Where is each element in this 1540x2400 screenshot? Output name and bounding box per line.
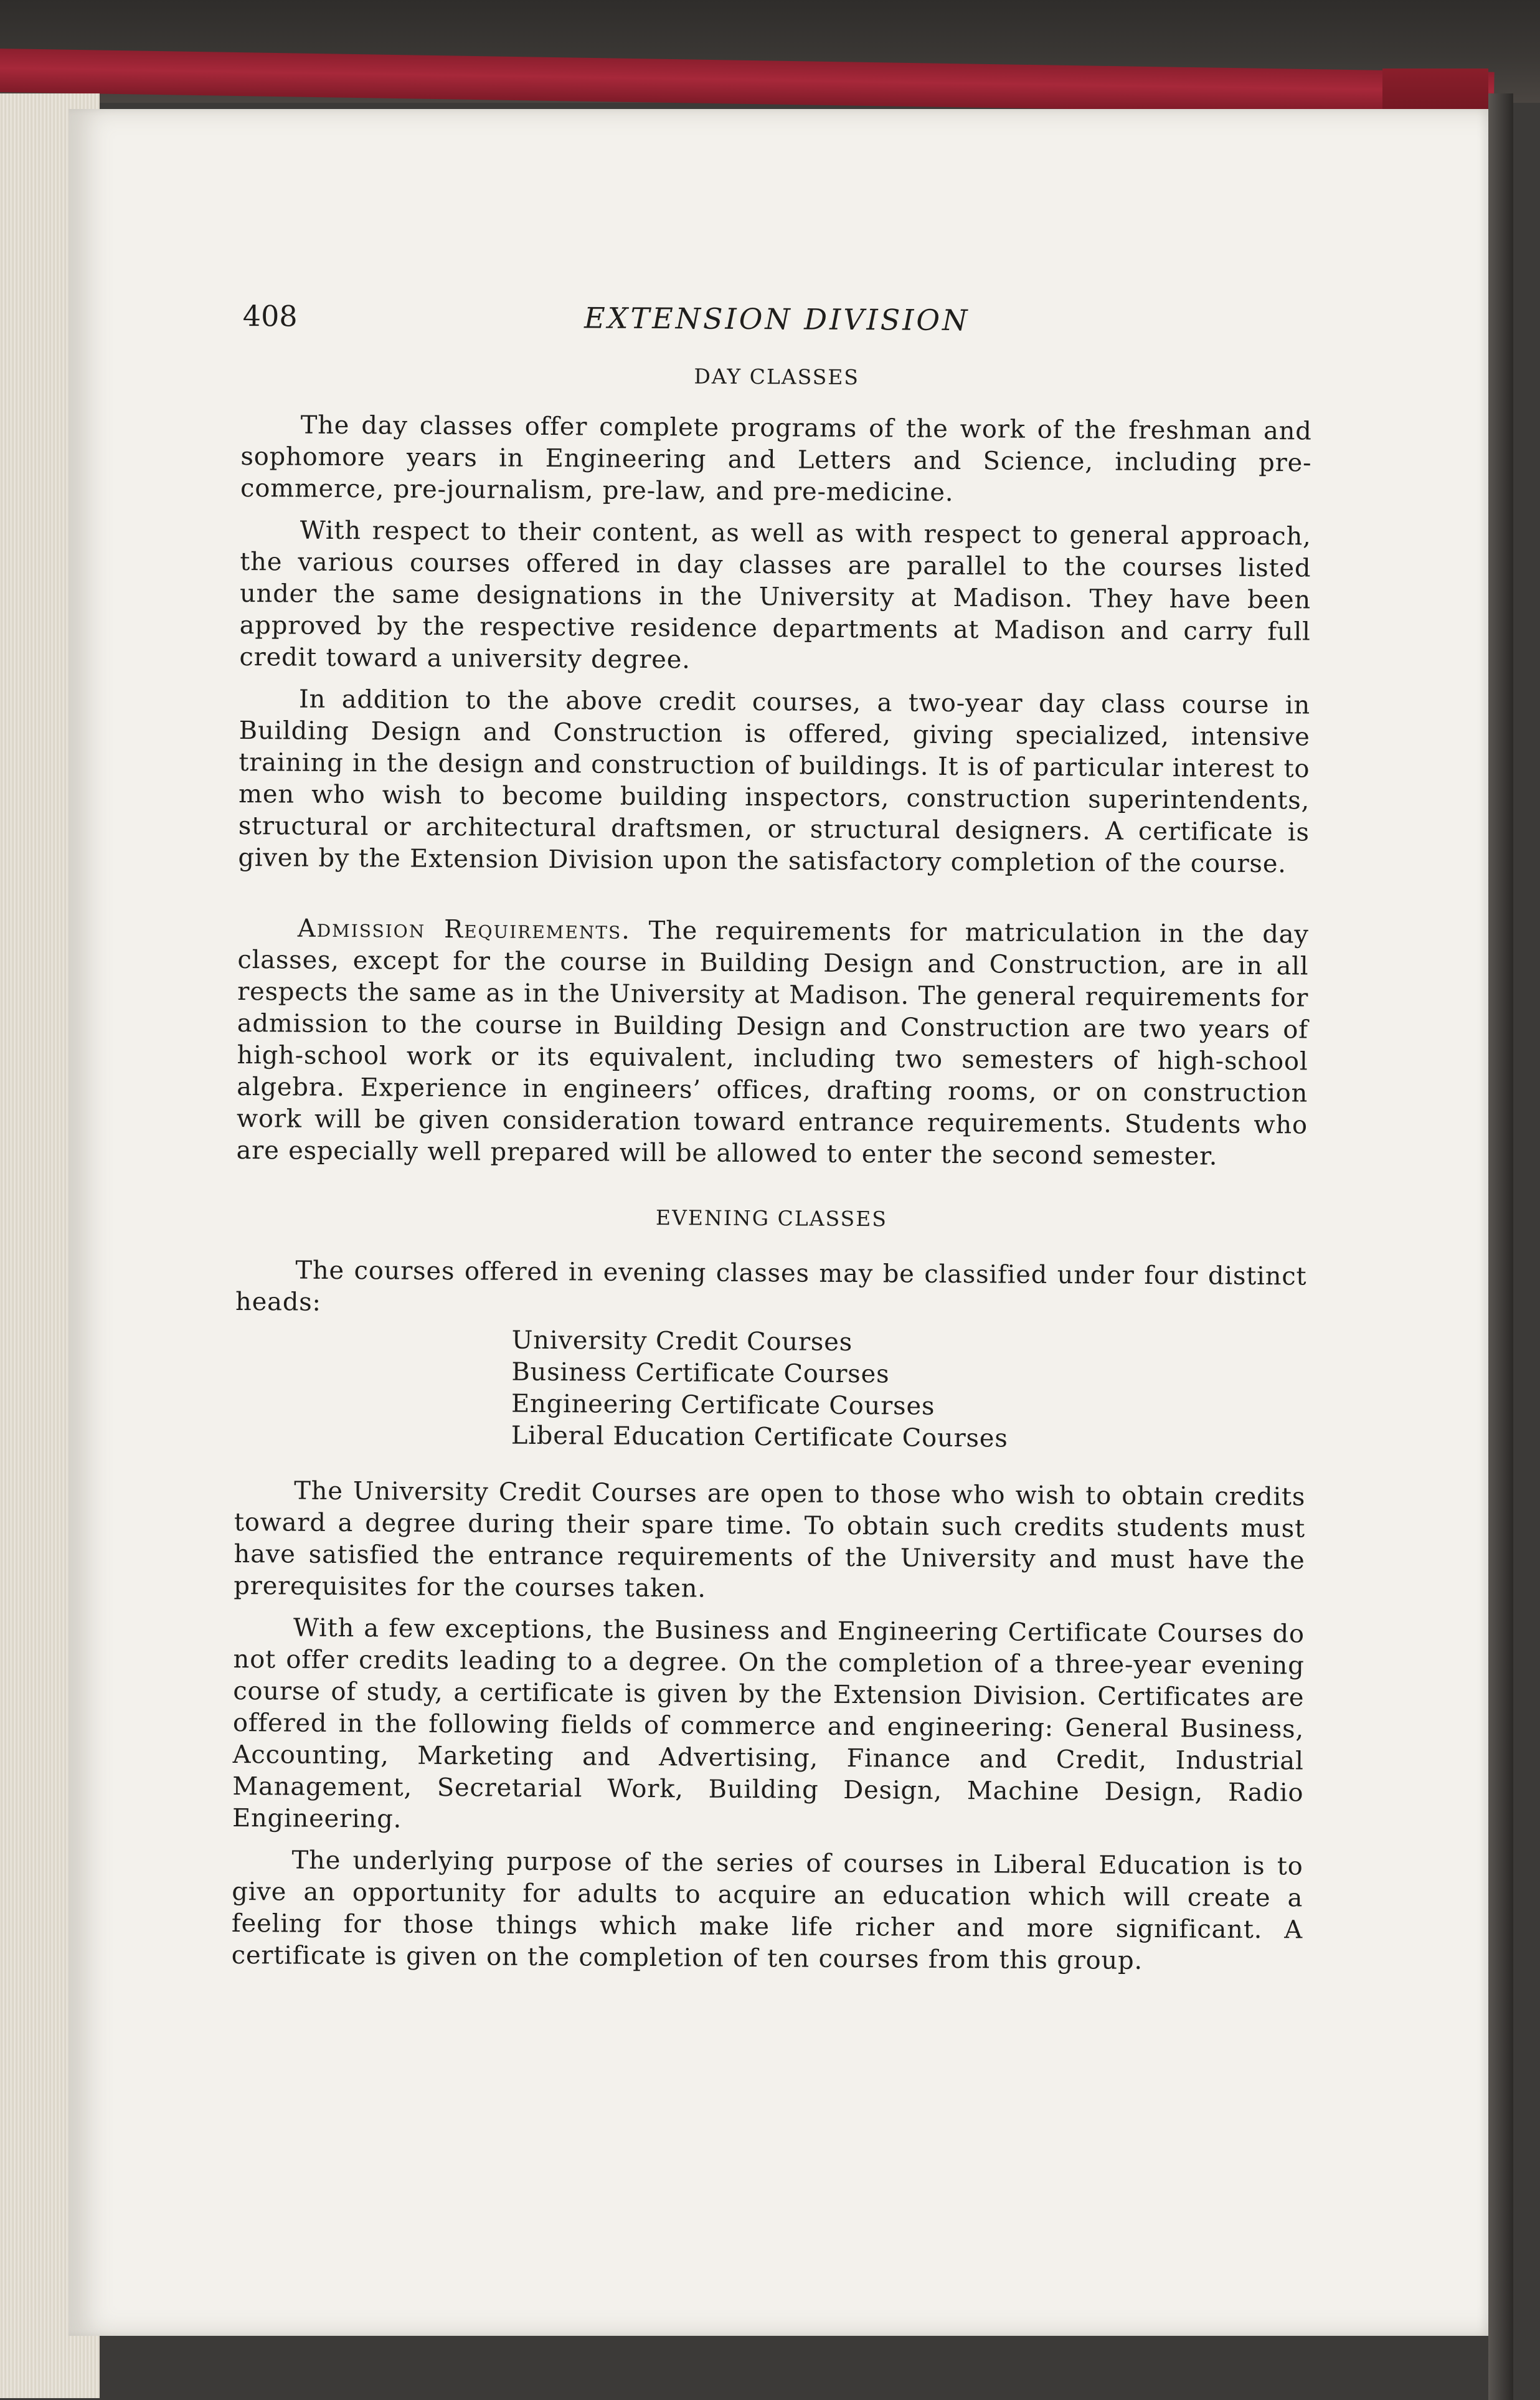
list-item: University Credit Courses (511, 1326, 853, 1357)
day-classes-paragraph: In addition to the above credit courses, a two-year day class course in Building Design and Construction is offered, giving specialized, intensive training in the design and construction of buildings. It is of particular interest to men who wish to become building inspectors, construction superintendents, structural or architectural draftsmen, or structural designers. A certificate is given by the Extension Division upon the satisfactory completion of the course. (238, 685, 1311, 879)
admission-text: The requirements for matriculation in the day classes, except for the course in Building Design and Construction, are in all respects the same as in the University at Madison. The general requirements for admission to the course in Building Design and Construction are two years of high-school work or its equivalent, including two semesters of high-school algebra. Experience in engineers’ offices, drafting rooms, or on construction work will be given consideration toward entrance requirements. Students who are especially well prepared will be allowed to enter the second semester. (236, 916, 1309, 1171)
evening-intro: The courses offered in evening classes may be classified under four distinct heads: (235, 1256, 1307, 1317)
list-item: Business Certificate Courses (511, 1357, 890, 1389)
running-head (242, 293, 1313, 343)
day-classes-paragraph: The day classes offer complete programs of the work of the freshman and sophomore years in Engineering and Letters and Science, including pre-commerce, pre-journalism, pre-law, and pre-medicine. (240, 410, 1312, 507)
admission-heading: Admission Requirements. (297, 914, 631, 945)
day-classes-paragraph: With respect to their content, as well as with respect to general approach, the various courses offered in day classes are parallel to the courses listed under the same designations in the University at Madison. They have been approved by the respective residence departments at Madison and carry full credit toward a university degree. (239, 516, 1311, 675)
course-heads-list (511, 1325, 1306, 1457)
day-classes-heading: DAY CLASSES (694, 364, 860, 390)
evening-paragraph: The University Credit Courses are open to those who wish to obtain credits toward a degree during their spare time. To obtain such credits students must have satisfied the entrance requirements of the University and must have the prerequisites for the courses taken. (234, 1476, 1306, 1603)
running-title: EXTENSION DIVISION (583, 301, 970, 338)
page-shadow-edge (1488, 93, 1513, 2400)
evening-paragraph: With a few exceptions, the Business and Engineering Certificate Courses do not offer credits leading to a degree. On the completion of a three-year evening course of study, a certificate is given by the Extension Division. Certificates are offered in the following fields of commerce and engineering: General Business, Accounting, Marketing and Advertising, Finance and Credit, Industrial Management, Secretarial Work, Building Design, Machine Design, Radio Engineering. (232, 1613, 1305, 1834)
admission-paragraph (236, 913, 1308, 1173)
list-item: Liberal Education Certificate Courses (511, 1421, 1008, 1453)
evening-paragraph: The underlying purpose of the series of courses in Liberal Education is to give an opportunity for adults to acquire an education which will create a feeling for those things which make life richer and more significant. A certificate is given on the completion of ten courses from this group. (231, 1846, 1303, 1975)
evening-classes-heading: EVENING CLASSES (655, 1205, 888, 1231)
page-number: 408 (242, 299, 298, 333)
page-text (231, 293, 1313, 1988)
list-item: Engineering Certificate Courses (511, 1389, 935, 1421)
